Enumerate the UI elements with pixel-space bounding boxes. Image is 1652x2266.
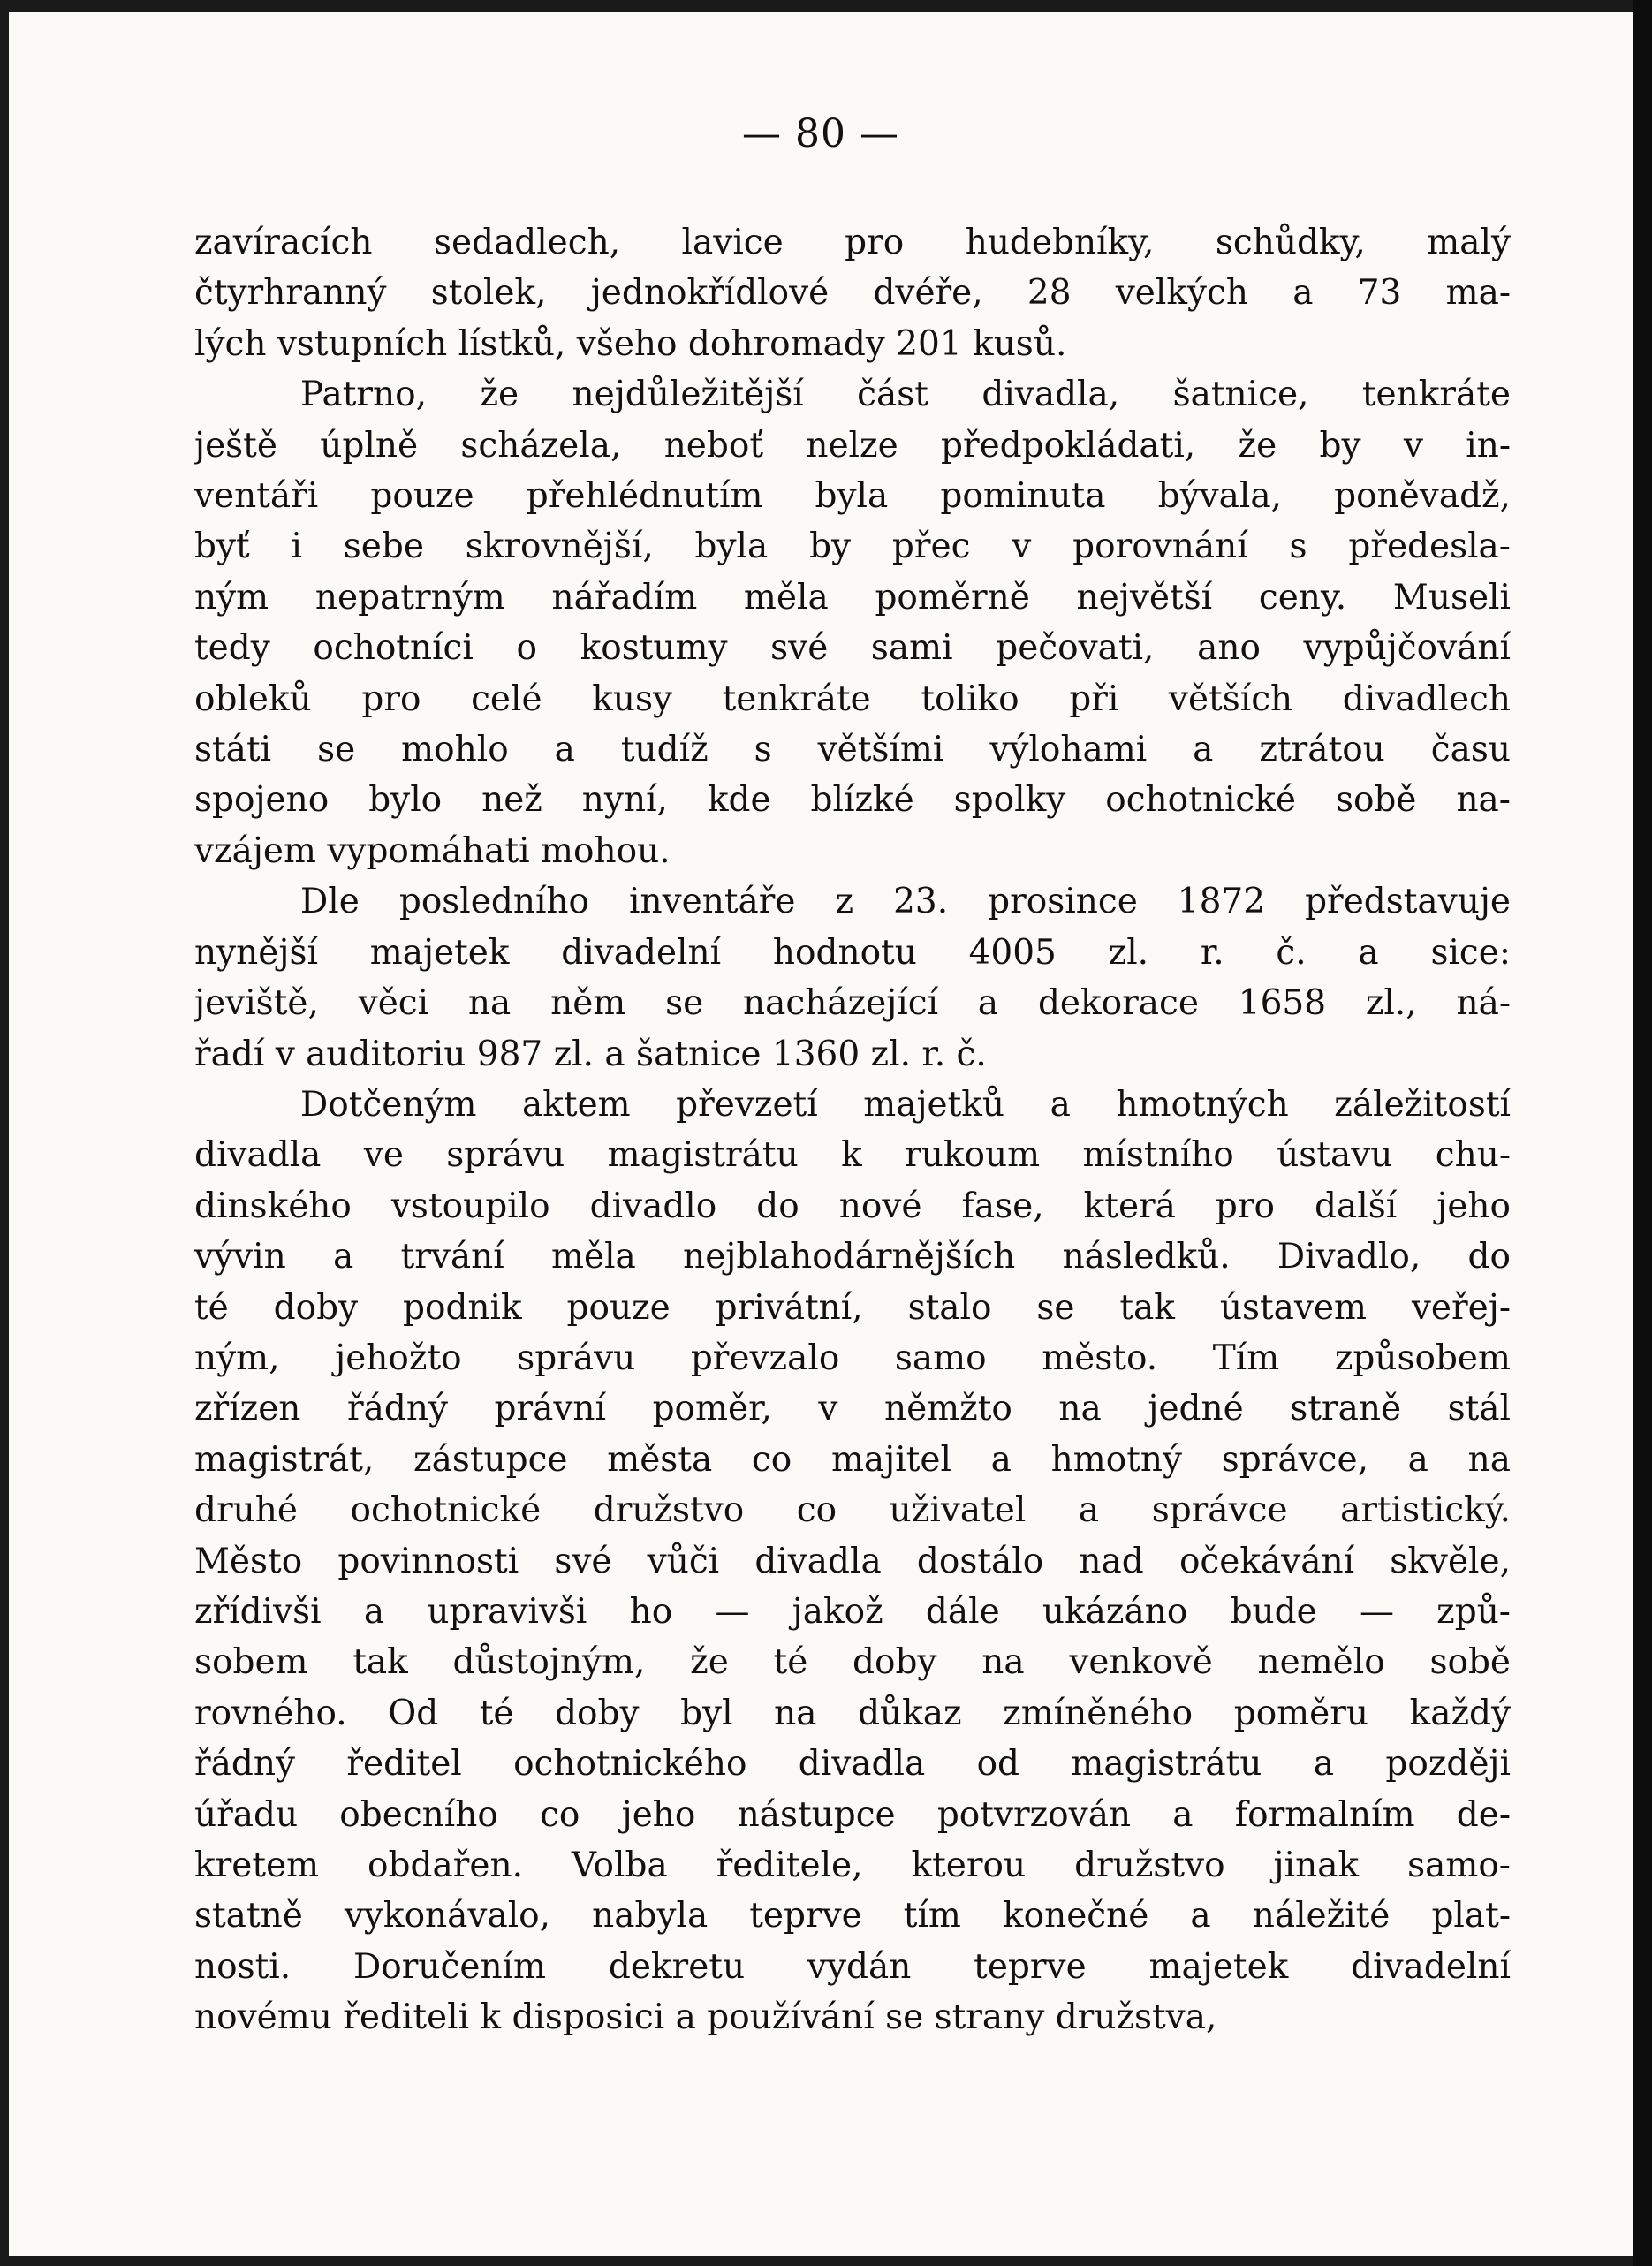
paragraph	[194, 1080, 1511, 2043]
text-line: vývin a trvání měla nejblahodárnějších následků. Divadlo, do	[194, 1237, 1511, 1277]
text-line: té doby podnik pouze privátní, stalo se tak ústavem veřej-	[194, 1287, 1511, 1328]
text-line: státi se mohlo a tudíž s většími výlohami a ztrátou času	[194, 730, 1511, 770]
text-line: řadí v auditoriu 987 zl. a šatnice 1360 zl. r. č.	[194, 1034, 987, 1074]
text-line: nynější majetek divadelní hodnotu 4005 zl. r. č. a sice:	[194, 932, 1511, 973]
text-line: zřízen řádný právní poměr, v němžto na jedné straně stál	[194, 1389, 1511, 1429]
text-line: spojeno bylo než nyní, kde blízké spolky ochotnické sobě na-	[194, 780, 1511, 821]
text-line: druhé ochotnické družstvo co uživatel a správce artistický.	[194, 1490, 1511, 1531]
text-line: novému řediteli k disposici a používání se strany družstva,	[194, 1997, 1217, 2038]
text-line: magistrát, zástupce města co majitel a hmotný správce, a na	[194, 1439, 1511, 1480]
text-line: Město povinnosti své vůči divadla dostálo nad očekávání skvěle,	[194, 1541, 1511, 1581]
text-line: ještě úplně scházela, neboť nelze předpokládati, že by v in-	[194, 425, 1511, 466]
text-line: nosti. Doručením dekretu vydán teprve majetek divadelní	[194, 1946, 1511, 1987]
text-line: divadla ve správu magistrátu k rukoum místního ústavu chu-	[194, 1135, 1511, 1176]
book-page	[9, 12, 1633, 2256]
text-line: tedy ochotníci o kostumy své sami pečovati, ano vypůjčování	[194, 628, 1511, 669]
text-line: zavíracích sedadlech, lavice pro hudebníky, schůdky, malý	[194, 223, 1511, 262]
text-line: statně vykonávalo, nabyla teprve tím konečné a náležité plat-	[194, 1896, 1511, 1936]
text-line: Dle posledního inventáře z 23. prosince 1872 představuje	[300, 882, 1511, 922]
paragraph	[194, 369, 1511, 876]
text-line: ným nepatrným nářadím měla poměrně největší ceny. Museli	[194, 577, 1511, 618]
paragraph	[194, 217, 1511, 369]
text-line: lých vstupních lístků, všeho dohromady 201 kusů.	[194, 323, 1067, 364]
page-number: — 80 —	[742, 111, 899, 156]
text-line: úřadu obecního co jeho nástupce potvrzován a formalním de-	[194, 1794, 1511, 1835]
text-line: zřídivši a upravivši ho — jakož dále ukázáno bude — způ-	[194, 1591, 1511, 1632]
text-line: sobem tak důstojným, že té doby na venkově nemělo sobě	[194, 1642, 1511, 1683]
scan-edge	[1633, 0, 1652, 2266]
text-line: Dotčeným aktem převzetí majetků a hmotných záležitostí	[300, 1084, 1511, 1125]
text-line: dinského vstoupilo divadlo do nové fase, která pro další jeho	[194, 1186, 1511, 1226]
text-line: obleků pro celé kusy tenkráte toliko při větších divadlech	[194, 678, 1511, 719]
text-line: ventáři pouze přehlédnutím byla pominuta bývala, poněvadž,	[194, 476, 1511, 517]
text-line: čtyrhranný stolek, jednokřídlové dvéře, 28 velkých a 73 ma-	[194, 273, 1511, 314]
text-line: byť i sebe skrovnější, byla by přec v porovnání s předesla-	[194, 527, 1511, 567]
text-line: jeviště, věci na něm se nacházející a dekorace 1658 zl., ná-	[194, 983, 1511, 1024]
text-line: ným, jehožto správu převzalo samo město. Tím způsobem	[194, 1338, 1511, 1378]
body-text	[194, 217, 1511, 2043]
text-line: kretem obdařen. Volba ředitele, kterou družstvo jinak samo-	[194, 1845, 1511, 1885]
text-line: vzájem vypomáhati mohou.	[194, 830, 671, 871]
paragraph	[194, 876, 1511, 1080]
text-line: Patrno, že nejdůležitější část divadla, šatnice, tenkráte	[300, 375, 1511, 415]
text-line: rovného. Od té doby byl na důkaz zmíněného poměru každý	[194, 1693, 1511, 1733]
text-line: řádný ředitel ochotnického divadla od magistrátu a později	[194, 1744, 1511, 1785]
